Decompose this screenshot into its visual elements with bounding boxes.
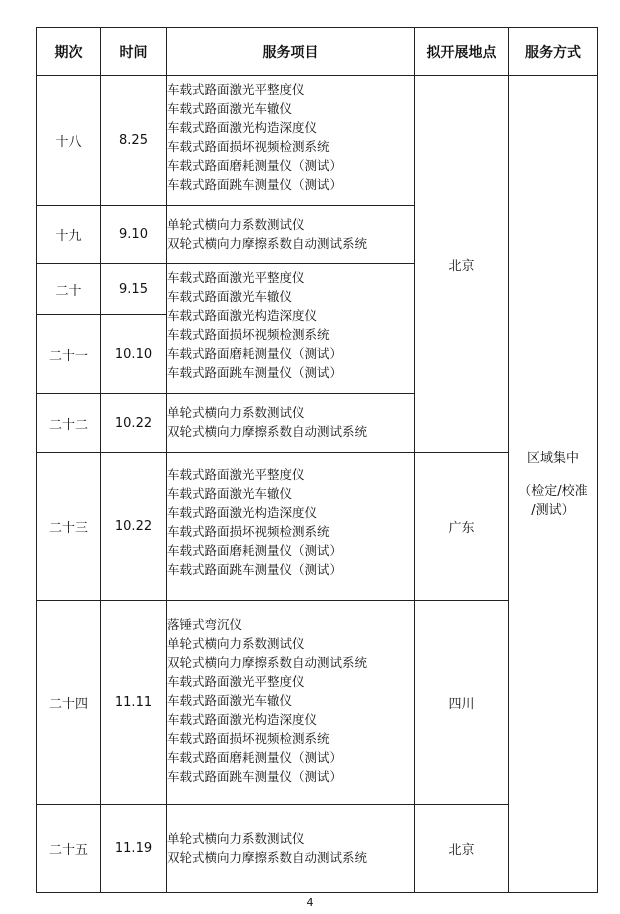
date-cell: 11.19 [101, 805, 167, 893]
item: 车载式路面损坏视频检测系统 [167, 139, 330, 154]
location-cell: 广东 [415, 453, 509, 601]
date-cell: 10.22 [101, 394, 167, 453]
item: 车载式路面激光车辙仪 [167, 693, 293, 708]
items-cell [167, 394, 415, 453]
item: 单轮式横向力系数测试仪 [167, 636, 305, 651]
items-cell [167, 206, 415, 264]
period-cell: 二十二 [37, 394, 101, 453]
item: 车载式路面跳车测量仪（测试） [167, 365, 343, 380]
item: 车载式路面激光构造深度仪 [167, 505, 318, 520]
items-cell [167, 805, 415, 893]
method-line: /测试） [531, 502, 575, 518]
item: 车载式路面磨耗测量仪（测试） [167, 543, 343, 558]
schedule-table [36, 27, 598, 893]
items-cell [167, 264, 415, 394]
item: 车载式路面磨耗测量仪（测试） [167, 346, 343, 361]
items-cell [167, 76, 415, 206]
header-date: 时间 [101, 28, 167, 76]
header-period: 期次 [37, 28, 101, 76]
location-cell: 北京 [415, 805, 509, 893]
items-cell [167, 453, 415, 601]
method-line: 区域集中 [526, 450, 579, 466]
item: 车载式路面损坏视频检测系统 [167, 731, 330, 746]
item: 车载式路面磨耗测量仪（测试） [167, 158, 343, 173]
item: 车载式路面激光平整度仪 [167, 467, 305, 482]
item: 单轮式横向力系数测试仪 [167, 217, 305, 232]
item: 单轮式横向力系数测试仪 [167, 405, 305, 420]
item: 双轮式横向力摩擦系数自动测试系统 [167, 236, 368, 251]
table-row [37, 76, 598, 206]
item: 车载式路面损坏视频检测系统 [167, 524, 330, 539]
location-cell: 北京 [415, 76, 509, 453]
item: 单轮式横向力系数测试仪 [167, 831, 305, 846]
period-cell: 二十 [37, 264, 101, 315]
items-cell [167, 601, 415, 805]
item: 双轮式横向力摩擦系数自动测试系统 [167, 424, 368, 439]
item: 车载式路面激光平整度仪 [167, 270, 305, 285]
method-line: （检定/校准 [518, 483, 588, 499]
date-cell: 10.10 [101, 315, 167, 394]
date-cell: 11.11 [101, 601, 167, 805]
header-method: 服务方式 [509, 28, 598, 76]
item: 双轮式横向力摩擦系数自动测试系统 [167, 850, 368, 865]
date-cell: 10.22 [101, 453, 167, 601]
item: 车载式路面激光构造深度仪 [167, 712, 318, 727]
period-cell: 二十一 [37, 315, 101, 394]
item: 车载式路面跳车测量仪（测试） [167, 562, 343, 577]
item: 车载式路面磨耗测量仪（测试） [167, 750, 343, 765]
header-row [37, 28, 598, 76]
item: 车载式路面激光车辙仪 [167, 289, 293, 304]
date-cell: 8.25 [101, 76, 167, 206]
date-cell: 9.15 [101, 264, 167, 315]
period-cell: 十八 [37, 76, 101, 206]
item: 车载式路面跳车测量仪（测试） [167, 177, 343, 192]
item: 车载式路面激光平整度仪 [167, 674, 305, 689]
item: 车载式路面跳车测量仪（测试） [167, 769, 343, 784]
item: 车载式路面激光车辙仪 [167, 486, 293, 501]
location-cell: 四川 [415, 601, 509, 805]
item: 车载式路面损坏视频检测系统 [167, 327, 330, 342]
date-cell: 9.10 [101, 206, 167, 264]
period-cell: 十九 [37, 206, 101, 264]
method-cell [509, 76, 598, 893]
item: 双轮式横向力摩擦系数自动测试系统 [167, 655, 368, 670]
item: 车载式路面激光构造深度仪 [167, 120, 318, 135]
item: 落锤式弯沉仪 [167, 617, 243, 632]
item: 车载式路面激光平整度仪 [167, 82, 305, 97]
period-cell: 二十三 [37, 453, 101, 601]
item: 车载式路面激光构造深度仪 [167, 308, 318, 323]
period-cell: 二十四 [37, 601, 101, 805]
header-items: 服务项目 [167, 28, 415, 76]
page-number: 4 [306, 896, 314, 909]
item: 车载式路面激光车辙仪 [167, 101, 293, 116]
header-location: 拟开展地点 [415, 28, 509, 76]
period-cell: 二十五 [37, 805, 101, 893]
